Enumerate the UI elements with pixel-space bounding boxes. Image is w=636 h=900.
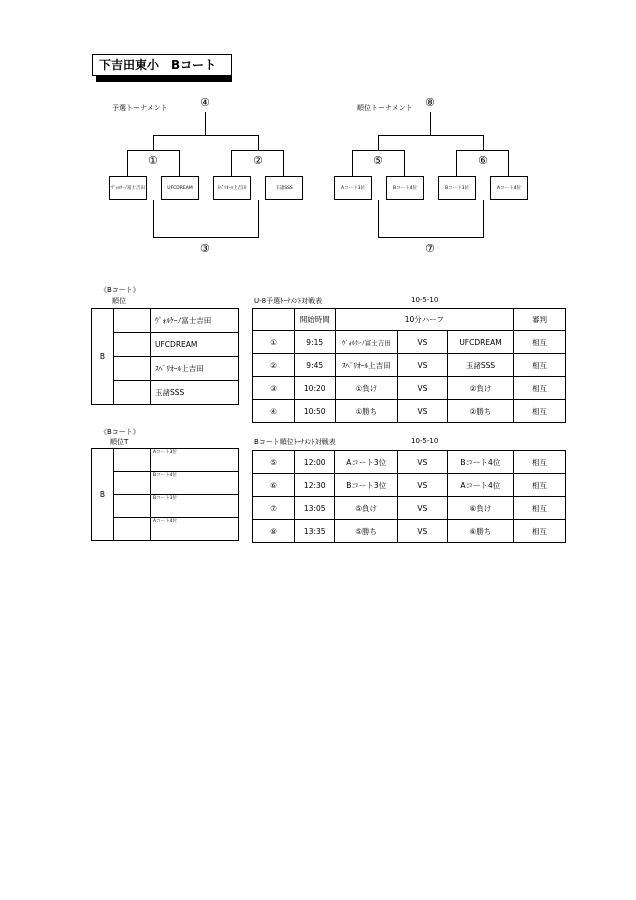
bracket-line <box>483 200 484 238</box>
bracket-line <box>352 150 405 151</box>
table-row: ③ 10:20 ①負け VS ②負け 相互 <box>253 377 566 400</box>
table-row: ① 9:15 ｳﾞｫﾙｹｰﾉ富士吉田 VS UFCDREAM 相互 <box>253 331 566 354</box>
bracket-left-third-number: ③ <box>200 242 210 255</box>
bracket-line <box>283 150 284 176</box>
bracket-left-label: 予選トーナメント <box>112 104 168 112</box>
bracket-right-final-number: ⑧ <box>425 96 435 109</box>
bracket-line <box>153 135 154 150</box>
bracket-line <box>153 237 259 238</box>
bracket-right-semi-number: ⑥ <box>478 154 488 167</box>
table-row: ⑦ 13:05 ⑤負け VS ⑥負け 相互 <box>253 497 566 520</box>
team-box: Bコート4位 <box>386 176 424 200</box>
ranking-team: Bコート4位 <box>151 472 239 495</box>
ranking-team: Aコート4位 <box>151 518 239 541</box>
bracket-line <box>205 112 206 136</box>
table-header-row <box>253 309 566 331</box>
bracket-line <box>378 135 379 150</box>
bracket-line <box>153 135 259 136</box>
bracket-line <box>378 135 484 136</box>
bracket-line <box>483 135 484 150</box>
section1-court-label: 《Bコート》 <box>100 286 140 294</box>
ranking-team: Aコート3位 <box>151 449 239 472</box>
section2-court-label: 《Bコート》 <box>100 428 140 436</box>
ranking-team: ｳﾞｫﾙｹｰﾉ富士吉田 <box>151 309 239 333</box>
table-row: ② 9:45 ｽﾍﾟﾘｵｰﾙ上吉田 VS 玉諸SSS 相互 <box>253 354 566 377</box>
section1-schedule-table <box>252 308 566 423</box>
bracket-line <box>430 112 431 136</box>
header-half: 10分ハーフ <box>335 309 514 331</box>
bracket-line <box>456 150 457 176</box>
table-row: ④ 10:50 ①勝ち VS ②勝ち 相互 <box>253 400 566 423</box>
bracket-right-label: 順位トーナメント <box>357 104 413 112</box>
bracket-left-semi-number: ① <box>148 154 158 167</box>
ranking-team: 玉諸SSS <box>151 381 239 405</box>
group-cell: B <box>92 449 114 541</box>
section1-rank-label: 順位 <box>112 297 126 305</box>
section1-schedule-title: U-8予選ﾄｰﾅﾒﾝﾄ対戦表 <box>254 297 323 305</box>
bracket-line <box>352 150 353 176</box>
section2-schedule-title: Bコート順位ﾄｰﾅﾒﾝﾄ対戦表 <box>254 438 336 446</box>
bracket-line <box>179 150 180 176</box>
bracket-line <box>404 150 405 176</box>
bracket-line <box>231 150 284 151</box>
ranking-team: ｽﾍﾟﾘｵｰﾙ上吉田 <box>151 357 239 381</box>
bracket-right-third-number: ⑦ <box>425 242 435 255</box>
bracket-right-semi-number: ⑤ <box>373 154 383 167</box>
section1-ranking-table <box>91 308 239 405</box>
team-box: 玉諸SSS <box>265 176 303 200</box>
section2-ranking-table <box>91 448 239 541</box>
team-box: Aコート4位 <box>490 176 528 200</box>
header-referee: 審判 <box>514 309 566 331</box>
bracket-line <box>508 150 509 176</box>
bracket-line <box>127 150 128 176</box>
bracket-line <box>258 200 259 238</box>
bracket-line <box>153 200 154 238</box>
group-cell: B <box>92 309 114 405</box>
table-row: ⑥ 12:30 Bコート3位 VS Aコート4位 相互 <box>253 474 566 497</box>
ranking-team: UFCDREAM <box>151 333 239 357</box>
bracket-line <box>258 135 259 150</box>
ranking-team: Bコート3位 <box>151 495 239 518</box>
bracket-line <box>127 150 180 151</box>
page-title: 下吉田東小 Bコート <box>92 54 232 76</box>
bracket-line <box>378 200 379 238</box>
header-time: 開始時間 <box>294 309 335 331</box>
bracket-left-semi-number: ② <box>253 154 263 167</box>
team-box: Aコート3位 <box>334 176 372 200</box>
table-row: ⑧ 13:35 ⑤勝ち VS ⑥勝ち 相互 <box>253 520 566 543</box>
team-box: ｳﾞｫﾙｹｰﾉ富士吉田 <box>109 176 147 200</box>
bracket-line <box>231 150 232 176</box>
bracket-left-final-number: ④ <box>200 96 210 109</box>
section2-rank-label: 順位T <box>110 438 129 446</box>
section2-schedule-table <box>252 450 566 543</box>
section2-schedule-date: 10-5-10 <box>411 437 439 445</box>
table-row: ⑤ 12:00 Aコート3位 VS Bコート4位 相互 <box>253 451 566 474</box>
team-box: ｽﾍﾟﾘｵｰﾙ上吉田 <box>213 176 251 200</box>
team-box: UFCDREAM <box>161 176 199 200</box>
section1-schedule-date: 10-5-10 <box>411 296 439 304</box>
bracket-line <box>378 237 484 238</box>
team-box: Bコート3位 <box>438 176 476 200</box>
bracket-line <box>456 150 509 151</box>
